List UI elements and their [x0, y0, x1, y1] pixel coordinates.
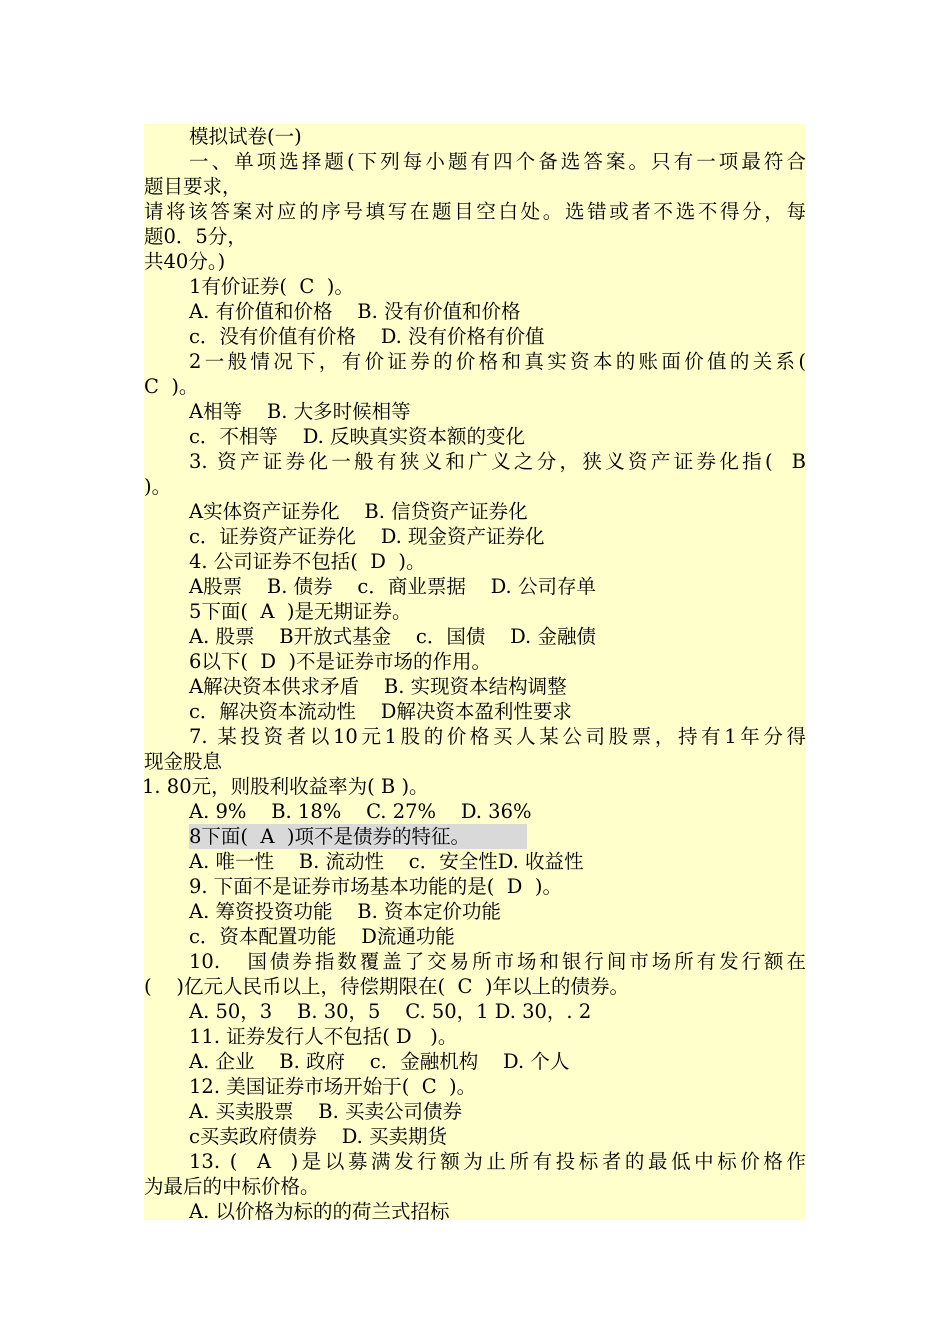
question-13-options: A. 以价格为标的的荷兰式招标 — [189, 1200, 450, 1223]
question-3-options: A实体资产证券化 B. 信贷资产证券化 — [189, 500, 528, 523]
question-2: 2一般情况下，有价证券的价格和真实资本的账面价值的关系( — [189, 350, 806, 373]
question-10-options: A. 50，3 B. 30，5 C. 50，1 D. 30，. 2 — [189, 1000, 592, 1023]
question-9: 9. 下面不是证券市场基本功能的是( D )。 — [189, 875, 562, 898]
instructions-line: 请将该答案对应的序号填写在题目空白处。选错或者不选不得分，每 — [144, 200, 806, 223]
document-page — [142, 124, 806, 1223]
question-4: 4. 公司证券不包括( D )。 — [189, 550, 426, 573]
section-heading: 一、单项选择题(下列每小题有四个备选答案。只有一项最符合 — [189, 150, 806, 173]
question-2-cont: C )。 — [144, 375, 199, 398]
question-2-options: c．不相等 D. 反映真实资本额的变化 — [189, 425, 526, 448]
question-12: 12. 美国证券市场开始于( C )。 — [189, 1075, 477, 1098]
instructions-line: 题0．5分， — [144, 225, 247, 248]
question-12-options: c买卖政府债券 D. 买卖期货 — [189, 1125, 448, 1148]
question-3-cont: )。 — [144, 475, 172, 498]
question-3-options: c．证券资产证券化 D. 现金资产证券化 — [189, 525, 545, 548]
question-5-options: A. 股票 B开放式基金 c．国债 D. 金融债 — [189, 625, 596, 648]
question-8-options: A. 唯一性 B. 流动性 c．安全性D. 收益性 — [189, 850, 584, 873]
question-11-options: A. 企业 B. 政府 c．金融机构 D. 个人 — [189, 1050, 570, 1073]
question-7-cont: 1. 80元，则股利收益率为( B )。 — [142, 775, 429, 798]
question-13-cont: 为最后的中标价格。 — [144, 1175, 320, 1198]
question-13: 13. ( A )是以募满发行额为止所有投标者的最低中标价格作 — [189, 1150, 806, 1173]
question-7: 7. 某投资者以10元1股的价格买人某公司股票，持有1年分得 — [189, 725, 806, 748]
question-2-options: A相等 B. 大多时候相等 — [189, 400, 411, 423]
question-9-options: A. 筹资投资功能 B. 资本定价功能 — [189, 900, 502, 923]
question-12-options: A. 买卖股票 B. 买卖公司债券 — [189, 1100, 463, 1123]
question-6-options: c．解决资本流动性 D解决资本盈利性要求 — [189, 700, 572, 723]
question-9-options: c．资本配置功能 D流通功能 — [189, 925, 455, 948]
question-3: 3. 资产证券化一般有狭义和广义之分，狭义资产证券化指( B — [189, 450, 806, 473]
question-6-options: A解决资本供求矛盾 B. 实现资本结构调整 — [189, 675, 567, 698]
question-4-options: A股票 B. 债券 c．商业票据 D. 公司存单 — [189, 575, 596, 598]
question-8: 8下面( A )项不是债券的特征。 — [189, 824, 527, 849]
question-6: 6以下( D )不是证券市场的作用。 — [189, 650, 492, 673]
section-heading-cont: 题目要求， — [144, 175, 242, 198]
question-1: 1有价证券( C )。 — [189, 275, 354, 298]
instructions-line: 共40分。) — [144, 250, 226, 273]
question-10-cont: ( )亿元人民币以上，待偿期限在( C )年以上的债券。 — [144, 975, 629, 998]
question-7-options: A. 9% B. 18% C. 27% D. 36% — [189, 800, 532, 823]
question-1-options: A. 有价值和价格 B. 没有价值和价格 — [189, 300, 521, 323]
question-5: 5下面( A )是无期证券。 — [189, 600, 412, 623]
question-11: 11. 证券发行人不包括( D )。 — [189, 1025, 458, 1048]
question-1-options: c．没有价值有价格 D. 没有价格有价值 — [189, 325, 545, 348]
question-10: 10. 国债券指数覆盖了交易所市场和银行间市场所有发行额在 — [189, 950, 806, 973]
question-7-cont: 现金股息 — [144, 750, 223, 773]
exam-title: 模拟试卷(一) — [189, 125, 302, 148]
